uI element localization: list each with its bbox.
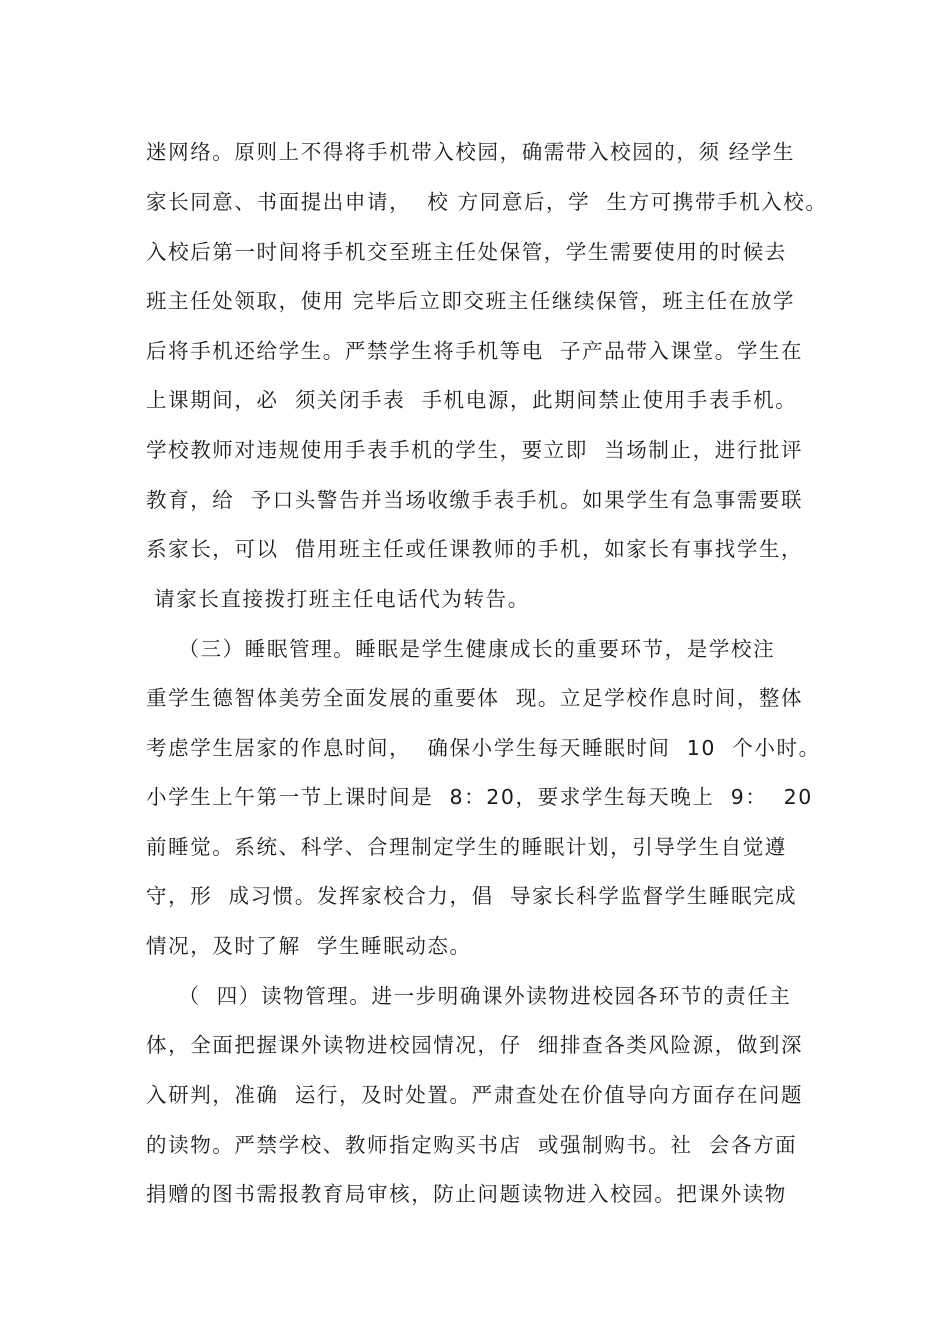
text-line: 迷网络。原则上不得将手机带入校园，确需带入校园的，须 经学生 [146,140,796,164]
paragraph-3-heading-line: （三）睡眠管理。睡眠是学生健康成长的重要环节，是学校注 [146,637,776,661]
text-line: 的读物。严禁学校、教师指定购买书店 或强制购书。社 会各方面 [146,1133,798,1157]
text-line: 前睡觉。系统、科学、合理制定学生的睡眠计划，引导学生自觉遵 [146,835,787,859]
text-line: 系家长，可以 借用班主任或任课教师的手机，如家长有事找学生， [146,537,804,561]
text-line: 请家长直接拨打班主任电话代为转告。 [146,587,530,611]
text-line: 后将手机还给学生。严禁学生将手机等电 子产品带入课堂。学生在 [146,339,804,363]
text-line: 班主任处领取，使用 完毕后立即交班主任继续保管，班主任在放学 [146,289,796,313]
text-line: 重学生德智体美劳全面发展的重要体 现。立足学校作息时间，整体 [146,686,804,710]
text-line: 教育，给 予口头警告并当场收缴手表手机。如果学生有急事需要联 [146,488,804,512]
text-line: 入校后第一时间将手机交至班主任处保管，学生需要使用的时候去 [146,240,787,264]
text-line: 体，全面把握课外读物进校园情况，仔 细排查各类风险源，做到深 [146,1033,804,1057]
text-line: 小学生上午第一节上课时间是 8：20，要求学生每天晚上 9： 20 [146,785,813,809]
text-line: 捐赠的图书需报教育局审核，防止问题读物进入校园。把课外读物 [146,1182,787,1206]
text-line: 情况，及时了解 学生睡眠动态。 [146,934,472,958]
text-line: 考虑学生居家的作息时间， 确保小学生每天睡眠时间 10 个小时。 [146,736,821,760]
text-line: 守，形 成习惯。发挥家校合力，倡 导家长科学监督学生睡眠完成 [146,884,798,908]
text-line: 家长同意、书面提出申请， 校 方同意后，学 生方可携带手机入校。 [146,190,828,214]
text-line: 入研判，准确 运行，及时处置。严肃查处在价值导向方面存在问题 [146,1083,804,1107]
text-line: 上课期间，必 须关闭手表 手机电源，此期间禁止使用手表手机。 [146,388,798,412]
text-line: 学校教师对违规使用手表手机的学生，要立即 当场制止，进行批评 [146,438,804,462]
paragraph-4-heading-line: （ 四）读物管理。进一步明确课外读物进校园各环节的责任主 [146,984,792,1008]
